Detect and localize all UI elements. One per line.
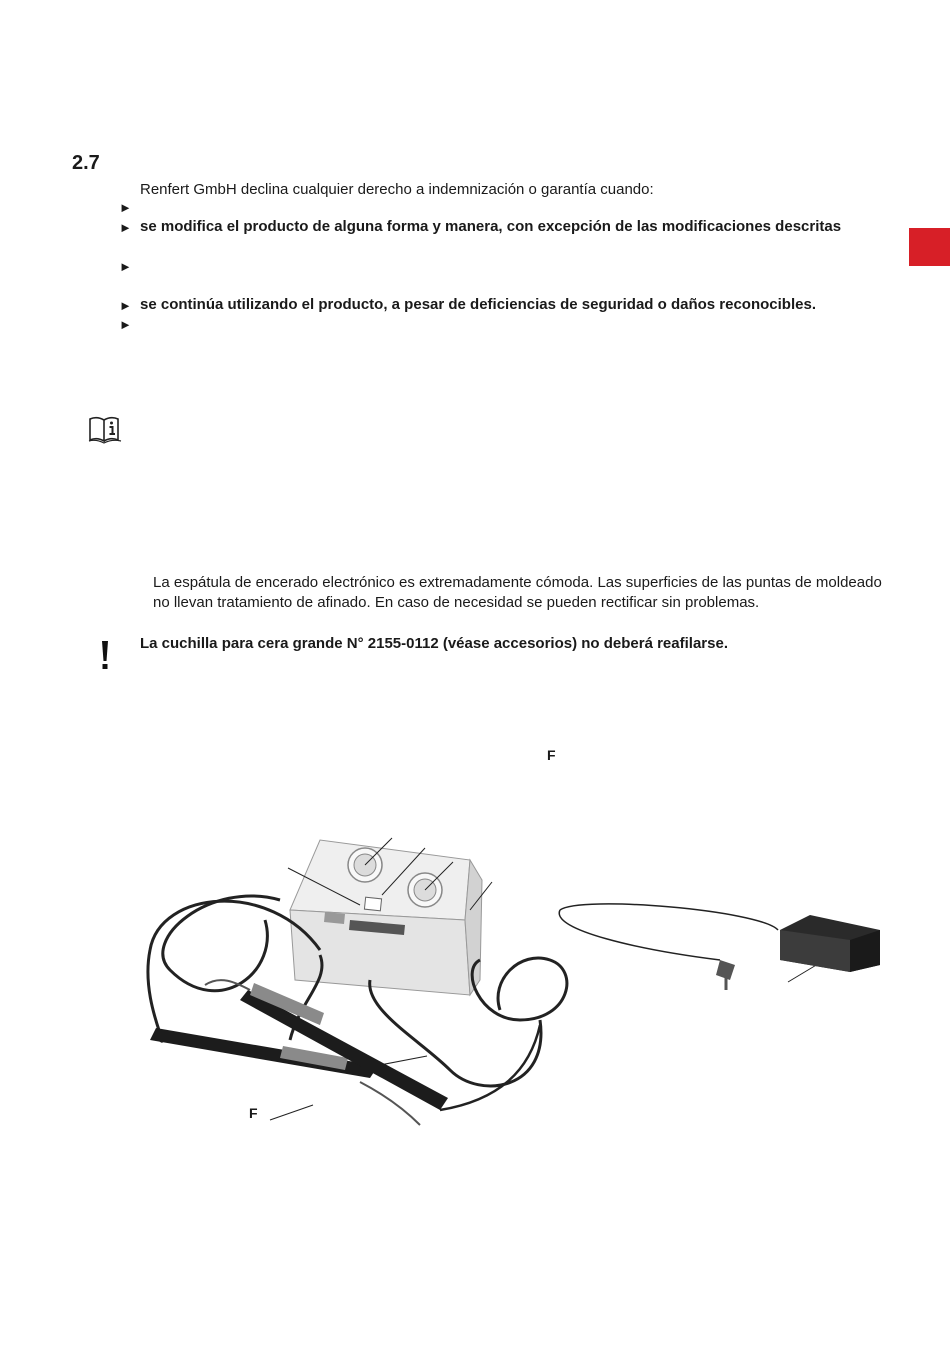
control-unit bbox=[290, 840, 482, 995]
description-paragraph: La espátula de encerado electrónico es extremadamente cómoda. Las superficies de las puntas de moldeado no llevan tratamiento de afinado. En caso de necesidad se pueden rectificar sin problemas. bbox=[153, 574, 882, 611]
exclamation-icon bbox=[100, 640, 110, 670]
figure-label-f: F bbox=[547, 747, 556, 763]
bullet-text: se continúa utilizando el producto, a pesar de deficiencias de seguridad o daños reconocibles. bbox=[140, 296, 816, 313]
bullet-arrow: ► bbox=[119, 220, 132, 235]
language-tab-marker bbox=[909, 228, 950, 266]
bullet-arrow: ► bbox=[119, 200, 132, 215]
intro-text: Renfert GmbH declina cualquier derecho a indemnización o garantía cuando: bbox=[140, 181, 654, 198]
device-illustration bbox=[120, 820, 890, 1140]
book-info-icon bbox=[88, 416, 122, 444]
bullet-arrow: ► bbox=[119, 317, 132, 332]
section-number: 2.7 bbox=[72, 152, 100, 174]
warning-text: La cuchilla para cera grande N° 2155-0112 (véase accesorios) no deberá reafilarse. bbox=[140, 635, 728, 652]
bullet-arrow: ► bbox=[119, 298, 132, 313]
figure-label-f: F bbox=[249, 1105, 258, 1121]
bullet-arrow: ► bbox=[119, 259, 132, 274]
bullet-text: se modifica el producto de alguna forma y manera, con excepción de las modificaciones descritas bbox=[140, 218, 842, 235]
